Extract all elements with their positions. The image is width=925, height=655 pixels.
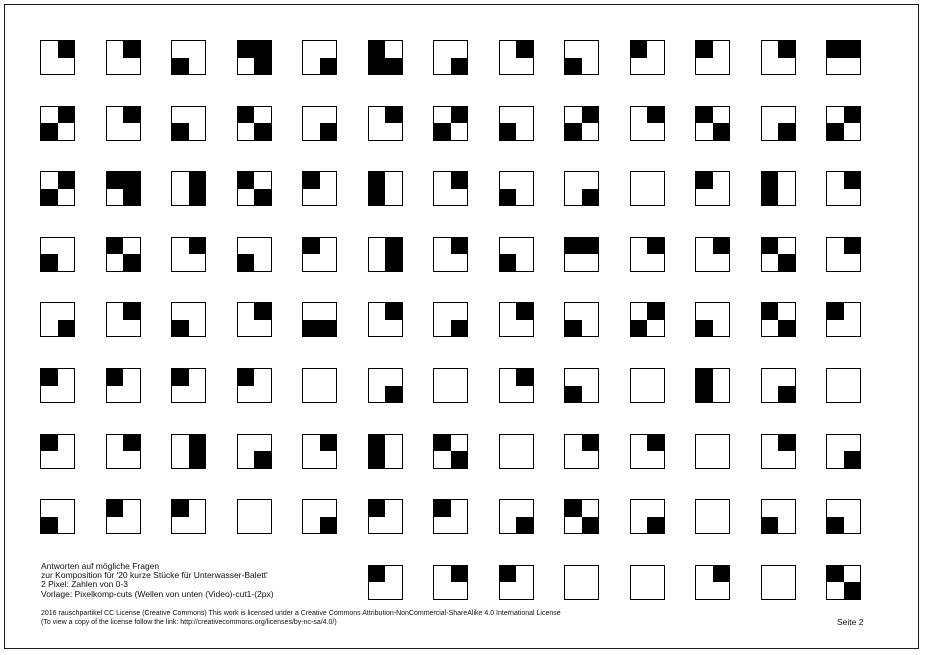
pixel-cell <box>695 171 730 206</box>
black-pixel <box>582 435 599 452</box>
black-pixel <box>582 517 599 534</box>
pixel-cell <box>695 368 730 403</box>
pixel-cell <box>761 434 796 469</box>
black-pixel <box>565 386 582 403</box>
pixel-cell <box>499 171 534 206</box>
black-pixel <box>41 369 58 386</box>
black-pixel <box>582 189 599 206</box>
pixel-cell <box>40 434 75 469</box>
pixel-cell <box>368 171 403 206</box>
pixel-cell <box>499 368 534 403</box>
black-pixel <box>385 107 402 124</box>
pixel-cell <box>630 40 665 75</box>
pixel-cell <box>368 40 403 75</box>
black-pixel <box>762 303 779 320</box>
black-pixel <box>582 238 599 255</box>
pixel-cell <box>761 368 796 403</box>
black-pixel <box>320 320 337 337</box>
black-pixel <box>713 123 730 140</box>
black-pixel <box>516 303 533 320</box>
black-pixel <box>303 172 320 189</box>
description-line-2: zur Komposition für '20 kurze Stücke für Unterwasser-Balett' <box>41 570 268 580</box>
page-sheet <box>4 4 919 649</box>
black-pixel <box>369 435 386 452</box>
black-pixel <box>827 303 844 320</box>
black-pixel <box>500 189 517 206</box>
pixel-cell <box>564 302 599 337</box>
black-pixel <box>451 320 468 337</box>
black-pixel <box>844 172 861 189</box>
black-pixel <box>123 435 140 452</box>
black-pixel <box>385 386 402 403</box>
black-pixel <box>778 123 795 140</box>
black-pixel <box>565 58 582 75</box>
black-pixel <box>172 369 189 386</box>
black-pixel <box>696 320 713 337</box>
black-pixel <box>516 517 533 534</box>
pixel-cell <box>171 40 206 75</box>
black-pixel <box>451 58 468 75</box>
pixel-cell <box>695 434 730 469</box>
black-pixel <box>565 123 582 140</box>
pixel-cell <box>302 302 337 337</box>
black-pixel <box>238 254 255 271</box>
black-pixel <box>385 254 402 271</box>
black-pixel <box>41 517 58 534</box>
pixel-cell <box>630 302 665 337</box>
pixel-cell <box>433 171 468 206</box>
description-line-3: 2 Pixel: Zahlen von 0-3 <box>41 579 128 589</box>
pixel-cell <box>564 40 599 75</box>
black-pixel <box>762 189 779 206</box>
black-pixel <box>631 41 648 58</box>
black-pixel <box>631 320 648 337</box>
pixel-cell <box>302 40 337 75</box>
pixel-cell <box>761 499 796 534</box>
pixel-cell <box>564 368 599 403</box>
black-pixel <box>238 172 255 189</box>
pixel-cell <box>171 434 206 469</box>
black-pixel <box>451 172 468 189</box>
pixel-cell <box>630 434 665 469</box>
black-pixel <box>827 123 844 140</box>
black-pixel <box>565 320 582 337</box>
pixel-cell <box>695 499 730 534</box>
pixel-cell <box>826 434 861 469</box>
pixel-cell <box>106 302 141 337</box>
pixel-cell <box>761 40 796 75</box>
black-pixel <box>123 107 140 124</box>
pixel-cell <box>368 499 403 534</box>
black-pixel <box>58 41 75 58</box>
pixel-cell <box>630 368 665 403</box>
pixel-cell <box>761 565 796 600</box>
black-pixel <box>58 172 75 189</box>
pixel-cell <box>499 237 534 272</box>
black-pixel <box>254 303 271 320</box>
description-line-1: Antworten auf mögliche Fragen <box>41 561 160 571</box>
black-pixel <box>451 238 468 255</box>
black-pixel <box>844 451 861 468</box>
pixel-cell <box>826 40 861 75</box>
black-pixel <box>434 500 451 517</box>
black-pixel <box>762 517 779 534</box>
black-pixel <box>123 41 140 58</box>
pixel-cell <box>368 368 403 403</box>
pixel-cell <box>302 368 337 403</box>
pixel-cell <box>433 302 468 337</box>
black-pixel <box>123 172 140 189</box>
pixel-cell <box>106 434 141 469</box>
black-pixel <box>844 238 861 255</box>
pixel-cell <box>237 434 272 469</box>
pixel-cell <box>302 106 337 141</box>
black-pixel <box>254 451 271 468</box>
pixel-cell <box>368 302 403 337</box>
pixel-cell <box>564 499 599 534</box>
black-pixel <box>647 238 664 255</box>
description-line-4: Vorlage: Pixelkomp-cuts (Wellen von unten (Video)-cut1-(2px) <box>41 589 274 599</box>
black-pixel <box>516 41 533 58</box>
pixel-cell <box>826 237 861 272</box>
black-pixel <box>696 41 713 58</box>
black-pixel <box>778 41 795 58</box>
black-pixel <box>172 58 189 75</box>
black-pixel <box>369 41 386 58</box>
black-pixel <box>320 517 337 534</box>
pixel-cell <box>368 106 403 141</box>
license-link[interactable]: (To view a copy of the license follow the link: http://creativecommons.org/licenses/by-nc-sa/4.0/) <box>41 619 337 626</box>
black-pixel <box>778 320 795 337</box>
pixel-cell <box>106 106 141 141</box>
pixel-cell <box>171 499 206 534</box>
black-pixel <box>500 123 517 140</box>
black-pixel <box>778 254 795 271</box>
pixel-cell <box>826 171 861 206</box>
black-pixel <box>254 58 271 75</box>
pixel-cell <box>237 106 272 141</box>
pixel-cell <box>106 171 141 206</box>
black-pixel <box>303 320 320 337</box>
pixel-cell <box>237 302 272 337</box>
black-pixel <box>238 41 255 58</box>
pixel-cell <box>302 434 337 469</box>
pixel-cell <box>499 434 534 469</box>
black-pixel <box>107 500 124 517</box>
black-pixel <box>762 238 779 255</box>
black-pixel <box>369 58 386 75</box>
pixel-cell <box>695 565 730 600</box>
pixel-cell <box>433 434 468 469</box>
pixel-cell <box>826 302 861 337</box>
black-pixel <box>713 238 730 255</box>
black-pixel <box>369 189 386 206</box>
black-pixel <box>647 517 664 534</box>
black-pixel <box>254 41 271 58</box>
black-pixel <box>647 107 664 124</box>
black-pixel <box>254 189 271 206</box>
black-pixel <box>58 107 75 124</box>
black-pixel <box>713 566 730 583</box>
black-pixel <box>107 238 124 255</box>
black-pixel <box>123 303 140 320</box>
black-pixel <box>434 435 451 452</box>
pixel-cell <box>106 499 141 534</box>
pixel-cell <box>564 434 599 469</box>
pixel-cell <box>302 499 337 534</box>
pixel-cell <box>499 499 534 534</box>
black-pixel <box>123 189 140 206</box>
black-pixel <box>827 517 844 534</box>
black-pixel <box>434 123 451 140</box>
black-pixel <box>320 58 337 75</box>
pixel-cell <box>564 171 599 206</box>
black-pixel <box>189 172 206 189</box>
black-pixel <box>172 320 189 337</box>
pixel-cell <box>40 171 75 206</box>
black-pixel <box>647 435 664 452</box>
pixel-cell <box>695 237 730 272</box>
pixel-cell <box>106 368 141 403</box>
pixel-cell <box>40 499 75 534</box>
pixel-cell <box>564 565 599 600</box>
pixel-cell <box>630 237 665 272</box>
page-number: Seite 2 <box>837 617 864 627</box>
black-pixel <box>451 451 468 468</box>
black-pixel <box>254 123 271 140</box>
black-pixel <box>320 123 337 140</box>
pixel-cell <box>433 40 468 75</box>
black-pixel <box>189 451 206 468</box>
black-pixel <box>107 172 124 189</box>
black-pixel <box>385 303 402 320</box>
black-pixel <box>41 254 58 271</box>
black-pixel <box>123 254 140 271</box>
black-pixel <box>778 386 795 403</box>
pixel-cell <box>564 237 599 272</box>
pixel-cell <box>499 302 534 337</box>
pixel-cell <box>368 434 403 469</box>
pixel-cell <box>761 171 796 206</box>
pixel-cell <box>302 171 337 206</box>
black-pixel <box>451 107 468 124</box>
black-pixel <box>827 41 844 58</box>
pixel-cell <box>368 565 403 600</box>
pixel-cell <box>171 106 206 141</box>
pixel-cell <box>40 106 75 141</box>
pixel-cell <box>630 499 665 534</box>
pixel-cell <box>40 40 75 75</box>
pixel-cell <box>40 368 75 403</box>
pixel-cell <box>499 40 534 75</box>
black-pixel <box>189 435 206 452</box>
black-pixel <box>107 369 124 386</box>
black-pixel <box>369 451 386 468</box>
black-pixel <box>41 189 58 206</box>
black-pixel <box>41 123 58 140</box>
pixel-cell <box>368 237 403 272</box>
black-pixel <box>696 386 713 403</box>
pixel-cell <box>433 499 468 534</box>
pixel-cell <box>302 237 337 272</box>
black-pixel <box>451 566 468 583</box>
pixel-cell <box>630 171 665 206</box>
pixel-cell <box>761 302 796 337</box>
pixel-cell <box>237 368 272 403</box>
black-pixel <box>565 500 582 517</box>
pixel-cell <box>171 171 206 206</box>
black-pixel <box>238 369 255 386</box>
pixel-cell <box>40 302 75 337</box>
license-text: 2016 rauschpartikel CC License (Creative Commons) This work is licensed under a Creative Commons Attribution-NonCommercial-ShareAlike 4.0 International License <box>41 610 561 617</box>
black-pixel <box>385 238 402 255</box>
pixel-cell <box>433 237 468 272</box>
pixel-cell <box>695 302 730 337</box>
pixel-cell <box>499 106 534 141</box>
black-pixel <box>844 41 861 58</box>
black-pixel <box>172 500 189 517</box>
pixel-cell <box>826 499 861 534</box>
black-pixel <box>516 369 533 386</box>
black-pixel <box>189 238 206 255</box>
pixel-cell <box>826 565 861 600</box>
pixel-cell <box>237 499 272 534</box>
black-pixel <box>172 123 189 140</box>
black-pixel <box>565 238 582 255</box>
black-pixel <box>303 238 320 255</box>
pixel-cell <box>499 565 534 600</box>
black-pixel <box>762 172 779 189</box>
pixel-cell <box>761 237 796 272</box>
black-pixel <box>778 435 795 452</box>
pixel-cell <box>106 40 141 75</box>
pixel-cell <box>171 237 206 272</box>
pixel-cell <box>237 237 272 272</box>
black-pixel <box>827 566 844 583</box>
pixel-cell <box>237 40 272 75</box>
pixel-cell <box>564 106 599 141</box>
pixel-cell <box>630 565 665 600</box>
black-pixel <box>189 189 206 206</box>
pixel-cell <box>826 106 861 141</box>
pixel-cell <box>106 237 141 272</box>
black-pixel <box>369 566 386 583</box>
pixel-cell <box>630 106 665 141</box>
pixel-cell <box>433 368 468 403</box>
black-pixel <box>58 320 75 337</box>
black-pixel <box>238 107 255 124</box>
pixel-cell <box>171 368 206 403</box>
black-pixel <box>696 369 713 386</box>
pixel-cell <box>433 106 468 141</box>
black-pixel <box>582 107 599 124</box>
pixel-cell <box>695 106 730 141</box>
pixel-cell <box>171 302 206 337</box>
black-pixel <box>844 582 861 599</box>
black-pixel <box>844 107 861 124</box>
pixel-cell <box>826 368 861 403</box>
pixel-cell <box>433 565 468 600</box>
black-pixel <box>41 435 58 452</box>
black-pixel <box>369 500 386 517</box>
black-pixel <box>500 254 517 271</box>
pixel-cell <box>40 237 75 272</box>
black-pixel <box>696 107 713 124</box>
black-pixel <box>385 58 402 75</box>
pixel-cell <box>237 171 272 206</box>
black-pixel <box>696 172 713 189</box>
pixel-cell <box>761 106 796 141</box>
black-pixel <box>369 172 386 189</box>
pixel-cell <box>695 40 730 75</box>
black-pixel <box>647 303 664 320</box>
black-pixel <box>320 435 337 452</box>
black-pixel <box>500 566 517 583</box>
